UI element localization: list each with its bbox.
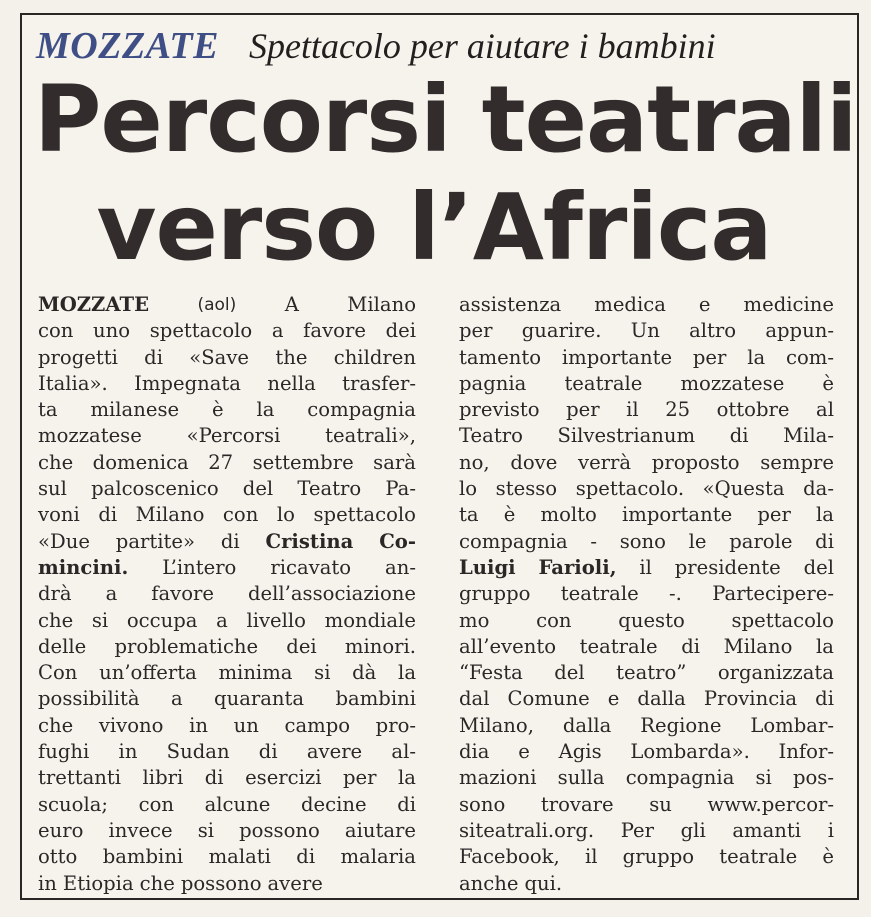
text-line: Italia». Impegnata nella trasfer- (38, 371, 416, 395)
text-line: tamento importante per la com- (459, 345, 834, 369)
text-line: ta milanese è la compagnia (38, 398, 416, 422)
text-line: voni di Milano con lo spettacolo (38, 503, 416, 527)
text-line: scuola; con alcune decine di (38, 792, 416, 816)
text-line: che domenica 27 settembre sarà (38, 450, 416, 474)
headline (34, 66, 857, 282)
text-line: all’evento teatrale di Milano la (459, 634, 834, 658)
text-line: drà a favore dell’associazione (38, 582, 416, 606)
text-line: mazioni sulla compagnia si pos- (459, 766, 834, 790)
text-line: fughi in Sudan di avere al- (38, 740, 416, 764)
text-line: anche qui. (459, 871, 563, 895)
article-column-1 (38, 292, 416, 897)
text-line: con uno spettacolo a favore dei (38, 319, 416, 343)
text-line: previsto per il 25 ottobre al (459, 398, 834, 422)
text-line: MOZZATE (aol) A Milano (38, 293, 416, 316)
text-line: delle problematiche dei minori. (38, 634, 416, 658)
text-line: lo stesso spettacolo. «Questa da- (459, 477, 834, 501)
text-line: mincini. L’intero ricavato an- (38, 555, 416, 579)
text-line: gruppo teatrale -. Partecipere- (459, 582, 834, 606)
text-line: che vivono in un campo pro- (38, 713, 416, 737)
text-line: Facebook, il gruppo teatrale è (459, 845, 834, 869)
text-line: no, dove verrà proposto sempre (459, 450, 834, 474)
text-line: mozzatese «Percorsi teatrali», (38, 424, 416, 448)
text-line: Teatro Silvestrianum di Mila- (459, 424, 834, 448)
text-line: sono trovare su www.percor- (459, 792, 834, 816)
text-line: trettanti libri di esercizi per la (38, 766, 416, 790)
text-line: “Festa del teatro” organizzata (459, 661, 834, 685)
text-line: otto bambini malati di malaria (38, 845, 416, 869)
text-line: possibilità a quaranta bambini (38, 687, 416, 711)
text-line: dia e Agis Lombarda». Infor- (459, 740, 834, 764)
text-line: compagnia - sono le parole di (459, 529, 834, 553)
article-column-2 (459, 292, 834, 897)
text-line: in Etiopia che possono avere (38, 871, 323, 895)
text-line: Milano, dalla Regione Lombar- (459, 713, 834, 737)
text-line: mo con questo spettacolo (459, 608, 834, 632)
text-line: per guarire. Un altro appun- (459, 319, 834, 343)
kicker-subtitle: Spettacolo per aiutare i bambini (248, 26, 716, 66)
headline-line-2: verso l’Africa (96, 174, 772, 281)
text-line: ta è molto importante per la (459, 503, 834, 527)
text-line: dal Comune e dalla Provincia di (459, 687, 834, 711)
text-line: siteatrali.org. Per gli amanti i (459, 818, 834, 842)
text-line: che si occupa a livello mondiale (38, 608, 416, 632)
text-line: progetti di «Save the children (38, 345, 416, 369)
text-line: Luigi Farioli, il presidente del (459, 555, 834, 579)
text-line: assistenza medica e medicine (459, 293, 834, 316)
kicker-place: MOZZATE (36, 25, 219, 67)
text-line: Con un’offerta minima si dà la (38, 661, 416, 685)
text-line: «Due partite» di Cristina Co- (38, 529, 416, 553)
text-line: sul palcoscenico del Teatro Pa- (38, 477, 416, 501)
headline-line-1: Percorsi teatrali (34, 66, 857, 173)
text-line: pagnia teatrale mozzatese è (459, 371, 834, 395)
text-line: euro invece si possono aiutare (38, 818, 416, 842)
